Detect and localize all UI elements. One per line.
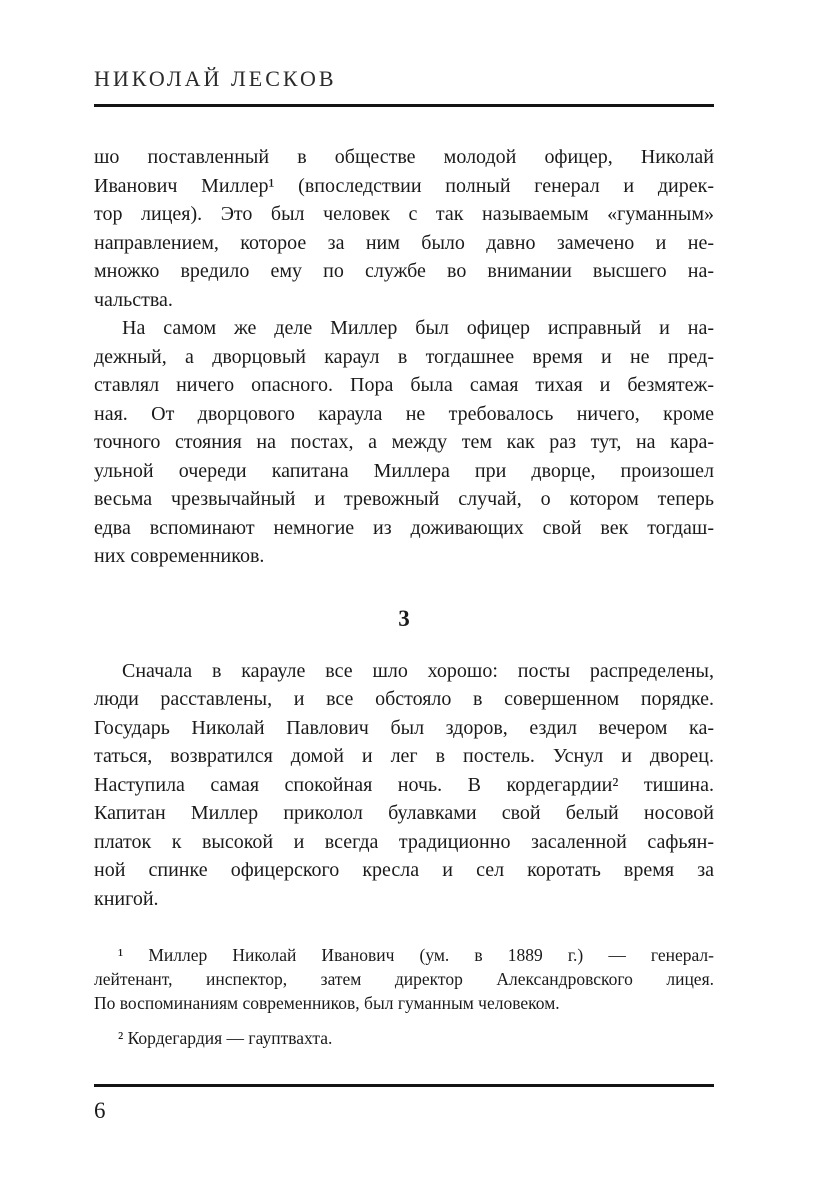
- text-line: ная. От дворцового караула не требовалось ничего, кроме: [94, 402, 714, 425]
- text-line: ульной очереди капитана Миллера при дворце, произошел: [94, 459, 714, 482]
- section-number: 3: [398, 605, 410, 631]
- text-line: Сначала в карауле все шло хорошо: посты распределены,: [122, 659, 714, 682]
- text-line: точного стояния на постах, а между тем как раз тут, на кара-: [94, 431, 714, 453]
- page-footer: [94, 1084, 714, 1124]
- author-name: НИКОЛАЙ ЛЕСКОВ: [94, 66, 337, 91]
- text-line: платок к высокой и всегда традиционно засаленной сафьян-: [94, 830, 714, 853]
- footnote: [94, 1026, 714, 1050]
- text-line: ной спинке офицерского кресла и сел коротать время за: [94, 859, 714, 881]
- text-line: них современников.: [94, 545, 265, 567]
- text-line: чальства.: [94, 288, 173, 311]
- text-line: весьма чрезвычайный и тревожный случай, о котором теперь: [94, 488, 714, 510]
- text-line: дежный, а дворцовый караул в тогдашнее время и не пред-: [94, 345, 714, 368]
- text-line: ¹ Миллер Николай Иванович (ум. в 1889 г.) — генерал-: [118, 945, 714, 965]
- header-rule: [94, 104, 714, 107]
- text-line: тор лицея). Это был человек с так называемым «гуманным»: [94, 203, 714, 225]
- text-line: таться, возвратился домой и лег в постель. Уснул и дворец.: [94, 745, 714, 767]
- text-line: На самом же деле Миллер был офицер исправный и на-: [122, 317, 714, 339]
- body-text: [94, 143, 714, 913]
- paragraph: [94, 657, 714, 914]
- text-line: Капитан Миллер приколол булавками свой белый носовой: [94, 802, 714, 824]
- text-line: направлением, которое за ним было давно замечено и не-: [94, 231, 714, 254]
- text-line: лейтенант, инспектор, затем директор Александровского лицея.: [94, 969, 714, 989]
- text-line: шо поставленный в обществе молодой офицер, Николай: [94, 146, 714, 168]
- text-line: ставлял ничего опасного. Пора была самая тихая и безмятеж-: [94, 374, 714, 396]
- text-line: едва вспоминают немногие из доживающих свой век тогдаш-: [94, 516, 714, 539]
- text-line: Наступила самая спокойная ночь. В кордегардии² тишина.: [94, 773, 714, 796]
- page-number: 6: [94, 1098, 106, 1123]
- content: [94, 143, 714, 913]
- text-line: Иванович Миллер¹ (впоследствии полный генерал и дирек-: [94, 174, 714, 197]
- footer-rule: [94, 1084, 714, 1087]
- paragraph: [94, 314, 714, 571]
- text-line: множко вредило ему по службе во внимании высшего на-: [94, 260, 714, 282]
- text-line: Государь Николай Павлович был здоров, ездил вечером ка-: [94, 716, 714, 739]
- text-line: ² Кордегардия — гауптвахта.: [118, 1028, 333, 1048]
- text-line: книгой.: [94, 887, 159, 910]
- paragraph: [94, 143, 714, 314]
- footnote: [94, 943, 714, 1015]
- page-header: [94, 0, 714, 107]
- text-line: люди расставлены, и все обстояло в совершенном порядке.: [94, 688, 714, 710]
- footnotes: [94, 943, 714, 1050]
- footnotes-list: [94, 943, 714, 1050]
- text-line: По воспоминаниям современников, был гуманным человеком.: [94, 993, 560, 1013]
